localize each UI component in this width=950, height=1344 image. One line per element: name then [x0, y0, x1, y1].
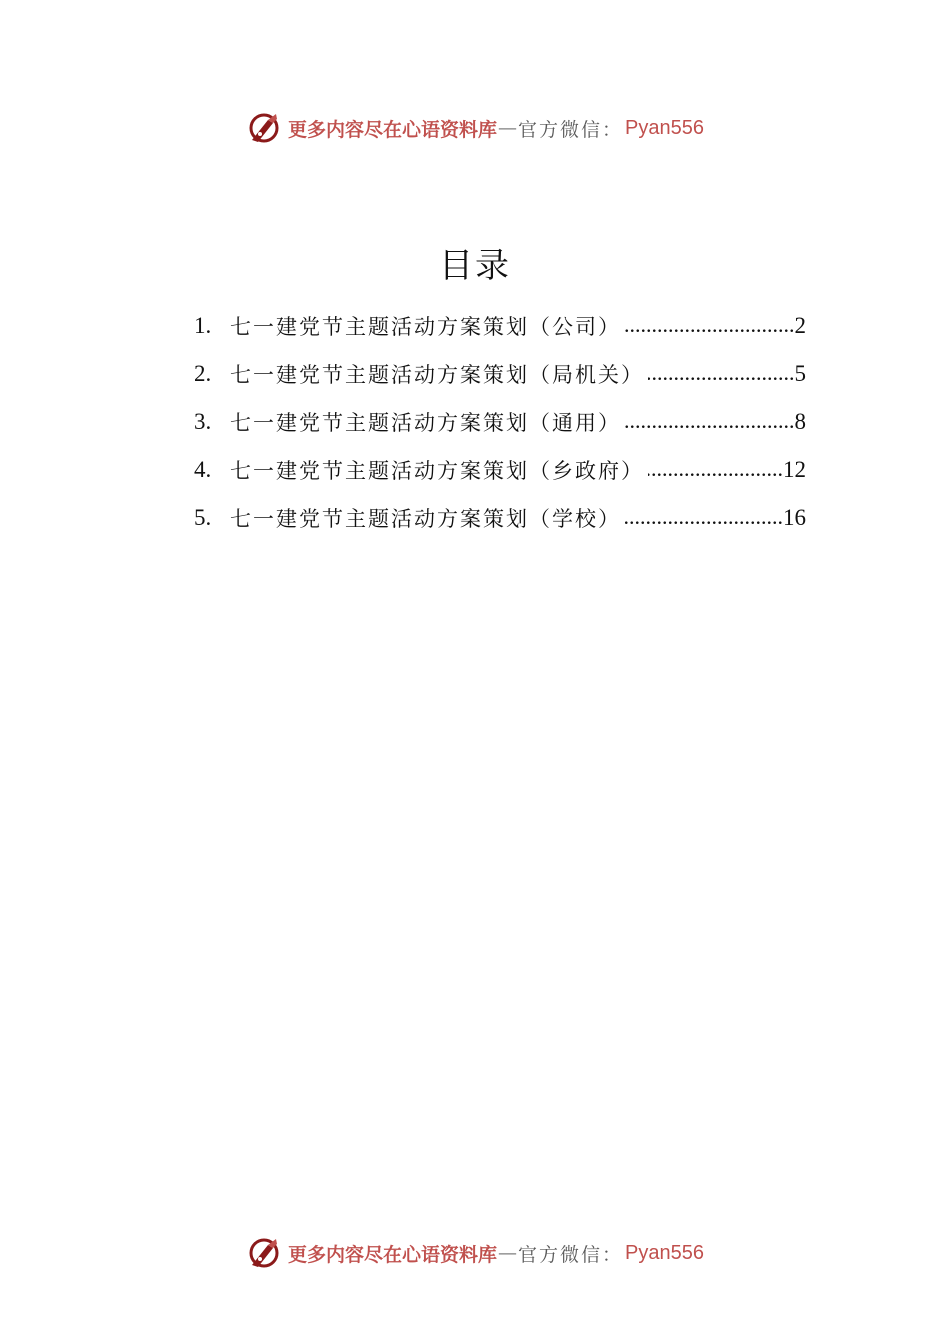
toc-leader-dots [625, 408, 795, 436]
toc-title: 目录 [439, 246, 511, 286]
wechat-id: Pyan556 [625, 1241, 704, 1264]
promo-text: 更多内容尽在心语资料库 [288, 1243, 498, 1266]
promo-text: 更多内容尽在心语资料库 [288, 118, 498, 141]
banner-dash: — [498, 117, 518, 139]
toc-item-number: 3. [194, 409, 212, 434]
pen-logo-icon [246, 1235, 282, 1271]
toc-leader-dots [625, 504, 783, 532]
toc-leader-dots [648, 360, 795, 388]
toc-item-page: 16 [783, 505, 806, 530]
toc-item-4[interactable] [194, 446, 806, 494]
toc-leader-dots [625, 312, 795, 340]
toc-item-title: 七一建党节主题活动方案策划（乡政府） [230, 459, 644, 483]
wechat-label: 官方微信： [518, 118, 624, 141]
toc-item-number: 5. [194, 505, 212, 530]
banner-dash: — [498, 1242, 518, 1264]
header-banner [0, 108, 950, 148]
toc-item-page: 12 [783, 457, 806, 482]
toc-item-title: 七一建党节主题活动方案策划（学校） [230, 507, 621, 531]
toc-item-title: 七一建党节主题活动方案策划（通用） [230, 411, 621, 435]
wechat-label: 官方微信： [518, 1243, 624, 1266]
toc-item-page: 8 [794, 409, 806, 434]
table-of-contents [194, 302, 806, 542]
toc-leader-dots [648, 456, 783, 484]
pen-logo-icon [246, 110, 282, 146]
toc-item-page: 5 [794, 361, 806, 386]
toc-item-title: 七一建党节主题活动方案策划（公司） [230, 315, 621, 339]
toc-item-number: 4. [194, 457, 212, 482]
toc-item-3[interactable] [194, 398, 806, 446]
footer-banner [0, 1233, 950, 1273]
toc-item-1[interactable] [194, 302, 806, 350]
toc-item-page: 2 [794, 313, 806, 338]
toc-item-5[interactable] [194, 494, 806, 542]
toc-item-number: 1. [194, 313, 212, 338]
toc-item-title: 七一建党节主题活动方案策划（局机关） [230, 363, 644, 387]
toc-item-number: 2. [194, 361, 212, 386]
wechat-id: Pyan556 [625, 116, 704, 139]
toc-item-2[interactable] [194, 350, 806, 398]
